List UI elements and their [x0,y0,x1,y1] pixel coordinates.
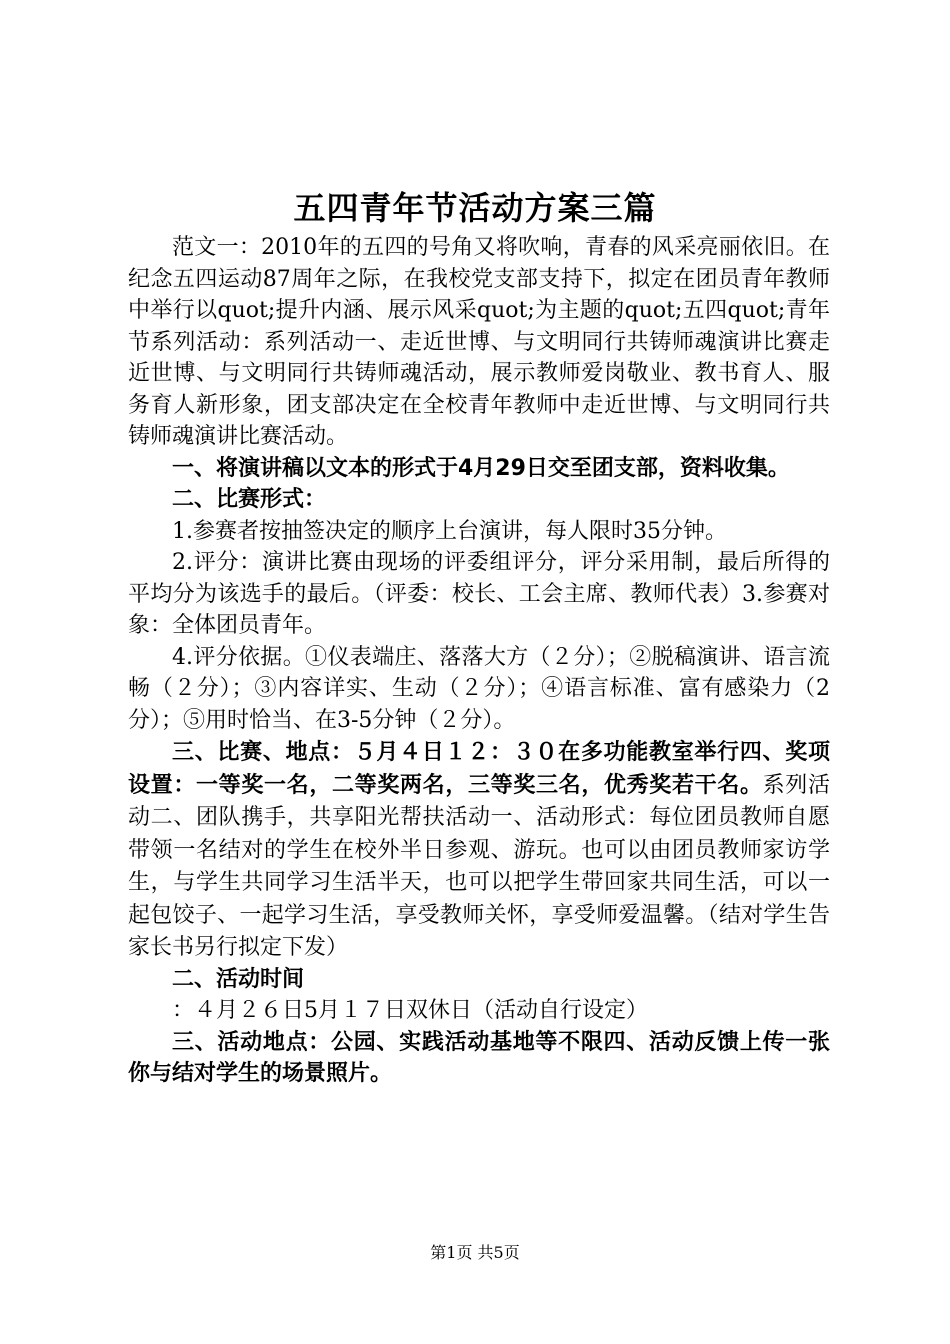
paragraph-heading-format: 二、比赛形式： [172,487,327,512]
paragraph-venue-awards-normal: 系列活动二、团队携手，共享阳光帮扶活动一、活动形式：每位团员教师自愿带领一名结对的学生在校外半日参观、游玩。也可以由团员教师家访学生，与学生共同学习生活半天，也可以把学生带回家共同生活，可以一起包饺子、一起学习生活，享受教师关怀，享受师爱温馨。（结对学生告家长书另行拟定下发） [128,772,830,960]
paragraph-rule-1: 1.参赛者按抽签决定的顺序上台演讲，每人限时35分钟。 [172,518,727,544]
page-footer: 第1页 共5页 [430,1243,520,1262]
paragraph-intro: 范文一：2010年的五四的号角又将吹响，青春的风采亮丽依旧。在纪念五四运动87周年之际，在我校党支部支持下，拟定在团员青年教师中举行以quot;提升内涵、展示风采quot;为主题的quot;五四quot;青年节系列活动：系列活动一、走近世博、与文明同行共铸师魂演讲比赛走近世博、与文明同行共铸师魂活动，展示教师爱岗敬业、教书育人、服务育人新形象，团支部决定在全校青年教师中走近世博、与文明同行共铸师魂演讲比赛活动。 [128,235,830,449]
document-body [128,232,830,1090]
paragraph-heading-location: 三、活动地点：公园、实践活动基地等不限四、活动反馈上传一张你与结对学生的场景照片。 [128,1029,830,1086]
paragraph-time-detail: ：４月２６日5月１７日双休日（活动自行设定） [172,998,648,1023]
paragraph-heading-submission: 一、将演讲稿以文本的形式于4月29日交至团支部，资料收集。 [172,455,790,481]
paragraph-rule-4: 4.评分依据。①仪表端庄、落落大方（２分）；②脱稿演讲、语言流畅（２分）；③内容详实、生动（２分）；④语言标准、富有感染力（2分）；⑤用时恰当、在3-5分钟（２分）。 [128,644,830,733]
paragraph-venue-awards [128,736,830,964]
paragraph-rule-2: 2.评分：演讲比赛由现场的评委组评分，评分采用制，最后所得的平均分为该选手的最后。（评委：校长、工会主席、教师代表）3.参赛对象：全体团员青年。 [128,550,830,638]
paragraph-heading-time: 二、活动时间 [172,966,305,992]
document-title: 五四青年节活动方案三篇 [293,189,657,227]
paragraph-venue-awards-bold: 三、比赛、地点：５月４日１２：３０在多功能教室举行四、奖项设置：一等奖一名，二等奖两名，三等奖三名，优秀奖若干名。 [128,740,830,798]
